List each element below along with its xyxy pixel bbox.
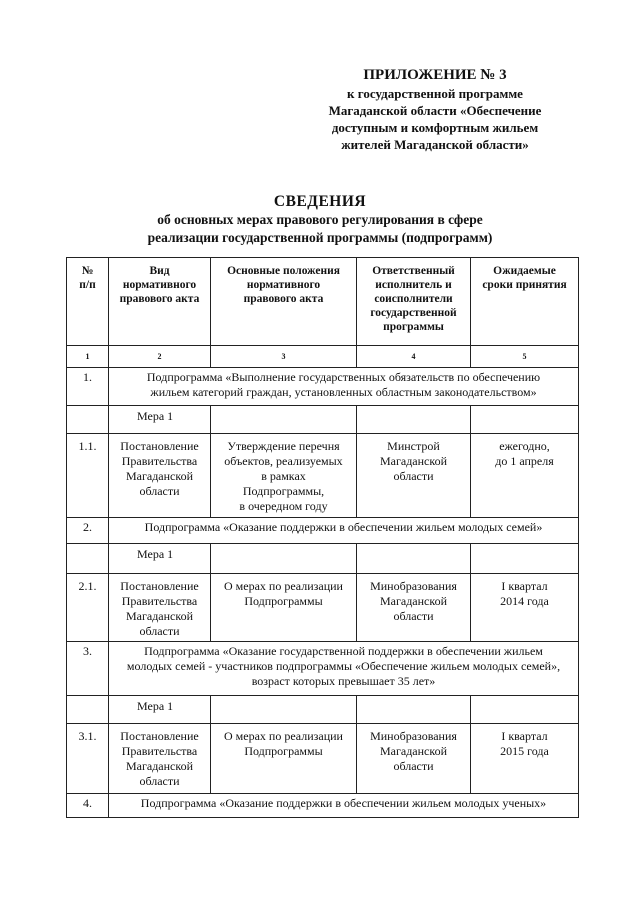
measure-row — [67, 696, 579, 724]
subprogram-number: 2. — [67, 518, 109, 544]
table-row — [67, 434, 579, 518]
empty-cell — [67, 406, 109, 434]
empty-cell — [211, 696, 357, 724]
item-executor: Минобразования Магаданской области — [357, 574, 471, 642]
measure-row — [67, 544, 579, 574]
measures-table — [66, 257, 579, 818]
item-provisions: Утверждение перечня объектов, реализуемых в рамках Подпрограммы, в очередном году — [211, 434, 357, 518]
empty-cell — [67, 544, 109, 574]
table-row — [67, 724, 579, 794]
header-cell-provisions: Основные положения нормативного правового акта — [211, 258, 357, 346]
column-number: 2 — [109, 346, 211, 368]
header-cell-number: № п/п — [67, 258, 109, 346]
column-number: 1 — [67, 346, 109, 368]
empty-cell — [471, 406, 579, 434]
empty-cell — [211, 406, 357, 434]
header-cell-act-type: Вид нормативного правового акта — [109, 258, 211, 346]
appendix-line: доступным и комфортным жильем — [331, 120, 539, 135]
empty-cell — [67, 696, 109, 724]
appendix-title: ПРИЛОЖЕНИЕ № 3 — [363, 67, 507, 83]
item-provisions: О мерах по реализации Подпрограммы — [211, 574, 357, 642]
item-deadline: I квартал 2015 года — [471, 724, 579, 794]
heading-line: реализации государственной программы (подпрограмм) — [147, 230, 493, 245]
empty-cell — [471, 544, 579, 574]
appendix-line: Магаданской области «Обеспечение — [328, 103, 542, 118]
subprogram-title: Подпрограмма «Выполнение государственных обязательств по обеспечению жильем категорий граждан, установленных областным законодательством» — [109, 368, 579, 406]
item-deadline: I квартал 2014 года — [471, 574, 579, 642]
item-executor: Минстрой Магаданской области — [357, 434, 471, 518]
subprogram-title: Подпрограмма «Оказание государственной поддержки в обеспечении жильем молодых семей - участников подпрограммы «Обеспечение жильем молодых семей», возраст которых превышает 35 лет» — [109, 642, 579, 696]
appendix-line: жителей Магаданской области» — [341, 137, 529, 152]
column-number: 3 — [211, 346, 357, 368]
item-act: Постановление Правительства Магаданской области — [109, 724, 211, 794]
item-deadline: ежегодно, до 1 апреля — [471, 434, 579, 518]
subprogram-row — [67, 794, 579, 818]
subprogram-row — [67, 368, 579, 406]
measure-row — [67, 406, 579, 434]
header-cell-deadline: Ожидаемые сроки принятия — [471, 258, 579, 346]
measure-label: Мера 1 — [109, 696, 211, 724]
item-number: 1.1. — [67, 434, 109, 518]
subprogram-number: 1. — [67, 368, 109, 406]
column-number: 5 — [471, 346, 579, 368]
item-act: Постановление Правительства Магаданской области — [109, 574, 211, 642]
appendix-block — [300, 66, 570, 153]
measure-label: Мера 1 — [109, 544, 211, 574]
empty-cell — [357, 696, 471, 724]
header-cell-executor: Ответственный исполнитель и соисполнители государственной программы — [357, 258, 471, 346]
empty-cell — [357, 544, 471, 574]
document-heading — [60, 192, 580, 247]
empty-cell — [357, 406, 471, 434]
subprogram-title: Подпрограмма «Оказание поддержки в обеспечении жильем молодых ученых» — [109, 794, 579, 818]
item-number: 2.1. — [67, 574, 109, 642]
heading-line: об основных мерах правового регулирования в сфере — [157, 212, 483, 227]
empty-cell — [211, 544, 357, 574]
subprogram-row — [67, 518, 579, 544]
item-provisions: О мерах по реализации Подпрограммы — [211, 724, 357, 794]
empty-cell — [471, 696, 579, 724]
subprogram-number: 4. — [67, 794, 109, 818]
appendix-line: к государственной программе — [347, 86, 523, 101]
subprogram-row — [67, 642, 579, 696]
subprogram-title: Подпрограмма «Оказание поддержки в обеспечении жильем молодых семей» — [109, 518, 579, 544]
item-executor: Минобразования Магаданской области — [357, 724, 471, 794]
table-header-row — [67, 258, 579, 346]
measure-label: Мера 1 — [109, 406, 211, 434]
table-row — [67, 574, 579, 642]
heading-title: СВЕДЕНИЯ — [273, 193, 367, 210]
item-number: 3.1. — [67, 724, 109, 794]
column-number: 4 — [357, 346, 471, 368]
item-act: Постановление Правительства Магаданской области — [109, 434, 211, 518]
subprogram-number: 3. — [67, 642, 109, 696]
column-number-row — [67, 346, 579, 368]
